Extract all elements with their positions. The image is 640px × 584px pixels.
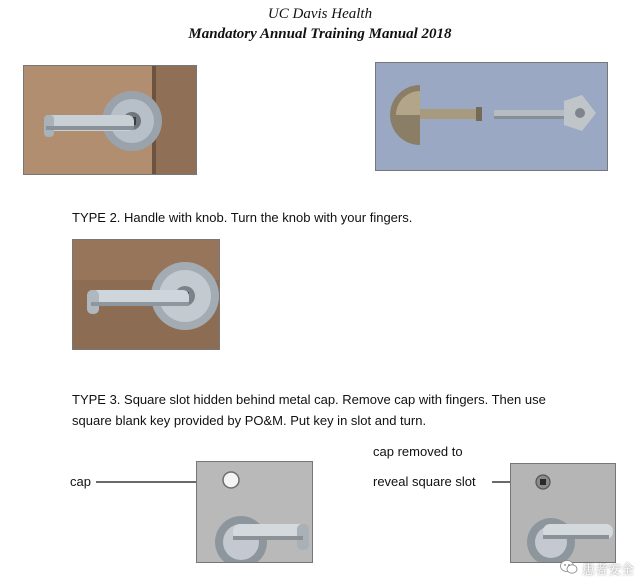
lever-with-metal-cap-photo [196,461,313,563]
door-lever-handle-photo [23,65,197,175]
watermark [560,559,634,578]
header-subtitle: Mandatory Annual Training Manual 2018 [188,26,452,42]
reveal-square-slot-label: reveal square slot [373,474,476,489]
type2-text: TYPE 2. Handle with knob. Turn the knob with your fingers. [72,210,413,225]
cap-removed-label: cap removed to [373,444,463,459]
cap-label: cap [70,474,91,489]
type3-text-line2: square blank key provided by PO&M. Put key in slot and turn. [72,413,427,428]
lever-handle-with-knob-photo [72,239,220,350]
watermark-text: 患者安全 [581,562,634,577]
wechat-icon [560,559,578,578]
header-title: UC Davis Health [267,6,373,22]
cap-and-key-photo [375,62,608,171]
type3-text-line1: TYPE 3. Square slot hidden behind metal cap. Remove cap with fingers. Then use [72,392,546,407]
lever-with-square-slot-photo [510,463,616,563]
